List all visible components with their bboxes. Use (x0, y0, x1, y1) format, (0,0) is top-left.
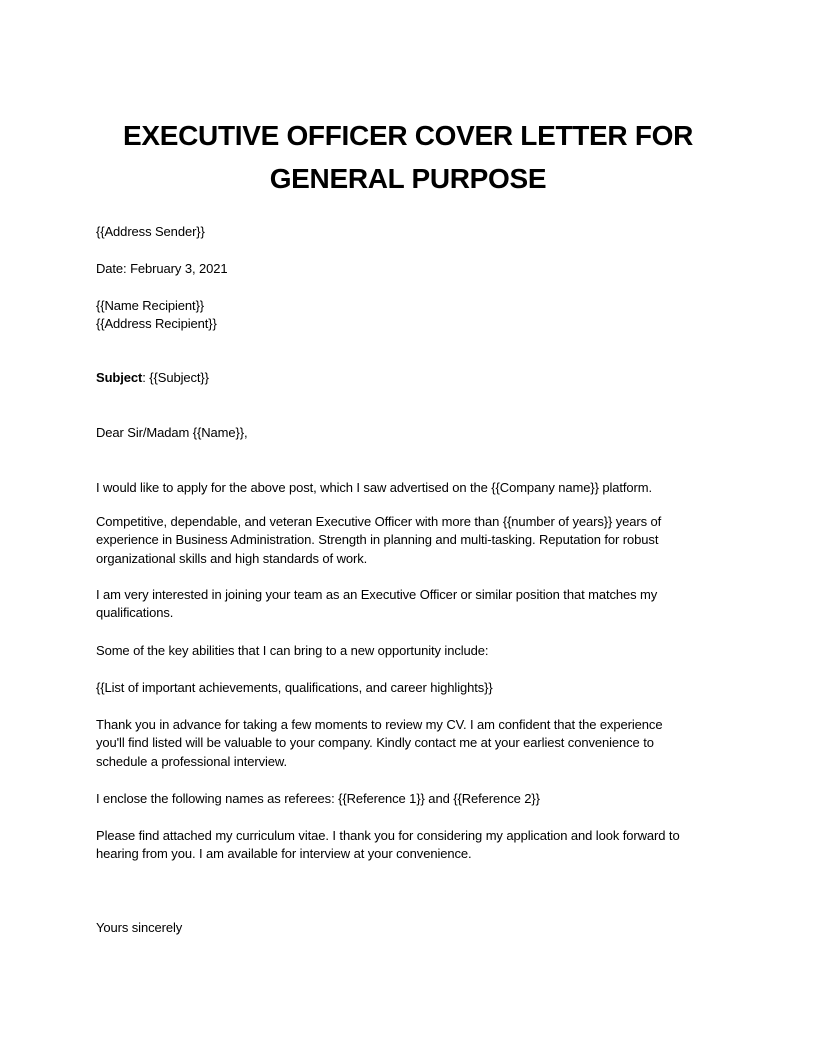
sender-address: {{Address Sender}} (96, 224, 205, 239)
title-line-1: EXECUTIVE OFFICER COVER LETTER FOR (122, 120, 694, 151)
paragraph-intro (96, 479, 726, 497)
title-line-2: GENERAL PURPOSE (269, 163, 547, 194)
paragraph-abilities (96, 642, 726, 660)
paragraph-line: I would like to apply for the above post, which I saw advertised on the {{Company name}} platform. (96, 480, 653, 495)
paragraph-line: schedule a professional interview. (96, 753, 287, 769)
paragraph-closing (96, 827, 726, 864)
recipient-name: {{Name Recipient}} (96, 298, 205, 313)
paragraph-line: I am very interested in joining your team as an Executive Officer or similar position that matches my (96, 587, 658, 602)
paragraph-line: experience in Business Administration. Strength in planning and multi-tasking. Reputation for robust (96, 532, 659, 548)
paragraph-line: hearing from you. I am available for interview at your convenience. (96, 846, 472, 862)
paragraph-line: {{List of important achievements, qualifications, and career highlights}} (96, 680, 493, 695)
paragraph-line: I enclose the following names as referees: {{Reference 1}} and {{Reference 2}} (96, 791, 540, 806)
paragraph-interest (96, 586, 726, 623)
paragraph-line: organizational skills and high standards of work. (96, 550, 368, 566)
closing-signoff: Yours sincerely (96, 920, 183, 935)
paragraph-referees (96, 790, 726, 808)
subject-label: Subject (96, 370, 143, 385)
subject-line (96, 369, 726, 387)
paragraph-line: Some of the key abilities that I can bring to a new opportunity include: (96, 643, 489, 658)
recipient-address: {{Address Recipient}} (96, 316, 217, 332)
salutation: Dear Sir/Madam {{Name}}, (96, 425, 248, 440)
paragraph-line: Competitive, dependable, and veteran Executive Officer with more than {{number of years}} years of (96, 514, 662, 529)
recipient-block (96, 297, 726, 334)
paragraph-line: Thank you in advance for taking a few moments to review my CV. I am confident that the experience (96, 717, 663, 732)
paragraph-experience (96, 513, 726, 568)
subject-value: : {{Subject}} (142, 370, 209, 385)
paragraph-line: Please find attached my curriculum vitae. I thank you for considering my application and look forward to (96, 828, 680, 843)
paragraph-achievements (96, 679, 726, 697)
paragraph-line: qualifications. (96, 605, 174, 621)
letter-date: Date: February 3, 2021 (96, 261, 228, 276)
document-title (96, 114, 720, 200)
paragraph-thanks (96, 716, 726, 771)
paragraph-line: you'll find listed will be valuable to your company. Kindly contact me at your earliest convenience to (96, 735, 654, 751)
